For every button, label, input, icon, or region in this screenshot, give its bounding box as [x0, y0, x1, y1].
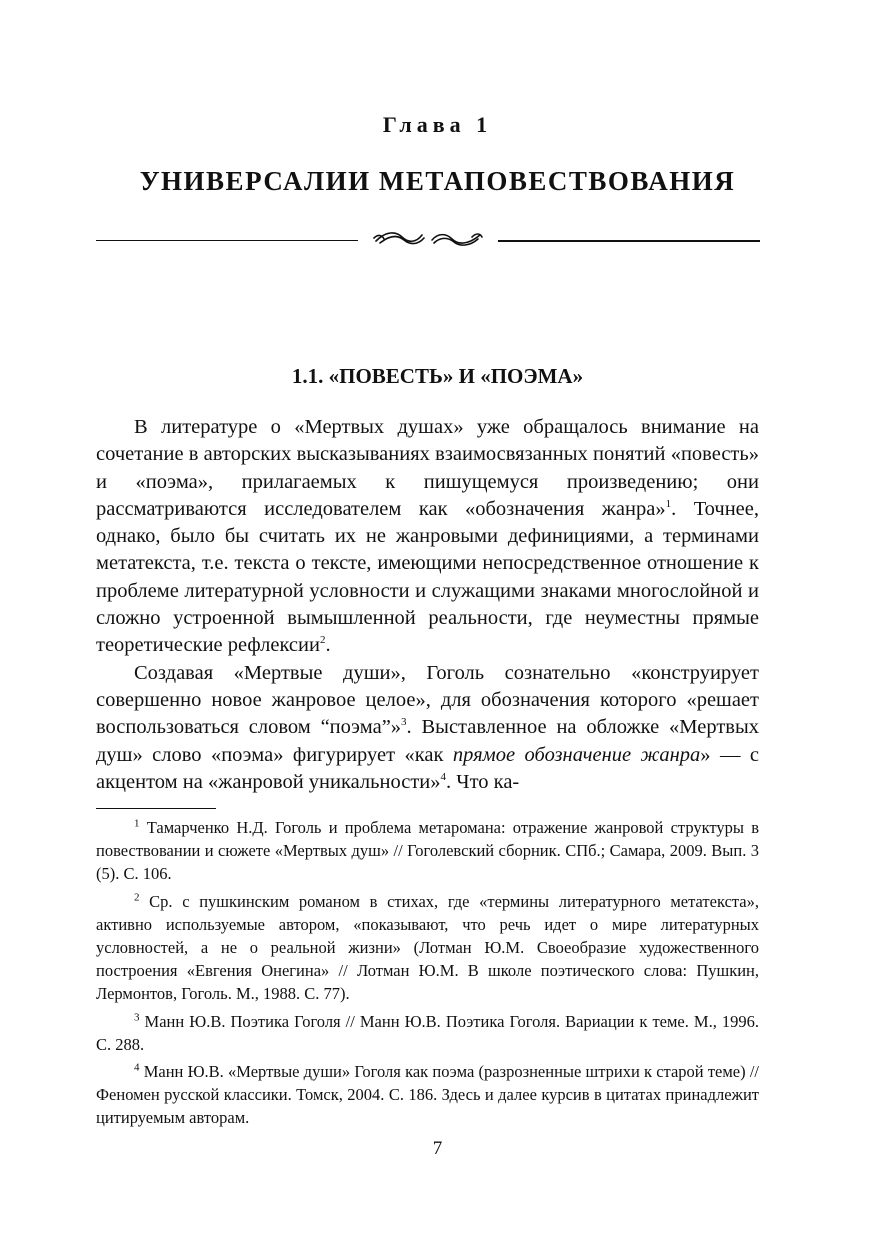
footnote: [96, 1010, 759, 1056]
italic-text: прямое обозначение жанра: [452, 743, 701, 766]
footnote: [96, 816, 759, 886]
chapter-title: УНИВЕРСАЛИИ МЕТАПОВЕСТВОВАНИЯ: [139, 166, 736, 196]
footnote-ref: 3: [401, 716, 407, 729]
chapter-label: Глава 1: [382, 112, 493, 137]
footnote-text: Тамарченко Н.Д. Гоголь и проблема метаромана: отражение жанровой структуры в повествовании и сюжете «Мертвых душ» // Гоголевский сборник. СПб.; Самара, 2009. Вып. 3 (5). С. 106.: [96, 818, 759, 884]
paragraph: [96, 414, 759, 660]
decorative-rule-right: [498, 240, 760, 242]
footnote-number: 2: [134, 891, 140, 904]
footnote-text: Манн Ю.В. «Мертвые души» Гоголя как поэма (разрозненные штрихи к старой теме) // Феномен русской классики. Томск, 2004. С. 186. Здесь и далее курсив в цитатах принадлежит цитируемым авторам.: [96, 1062, 759, 1128]
footnote-text: Ср. с пушкинским романом в стихах, где «термины литературного метатекста», активно используемые автором, «показывают, что речь идет о мире литературных условностей, а не о реальной жизни» (Лотман Ю.М. Своеобразие художественного построения «Евгения Онегина» // Лотман Ю.М. В школе поэтического слова: Пушкин, Лермонтов, Гоголь. М., 1988. С. 77).: [96, 891, 760, 1004]
paragraph-text: . Выставленное на обложке «Мертвых душ» слово «поэма» фигурирует «как: [96, 716, 759, 766]
footnote-number: 4: [134, 1061, 140, 1074]
body-text: [96, 414, 759, 796]
paragraph-text: . Что ка-: [446, 770, 520, 793]
paragraph-text: Создавая «Мертвые души», Гоголь сознательно «конструирует совершенно новое жанровое целое», для обозначения которого «решает воспользоваться словом “поэма”»: [96, 661, 759, 739]
paragraph: [96, 660, 759, 796]
footnote: [96, 890, 759, 1006]
footnote-separator: [96, 808, 216, 809]
page-number: 7: [432, 1138, 443, 1159]
paragraph-text: » — с акцентом на «жанровой уникальности»: [96, 743, 759, 793]
paragraph-text: . Точнее, однако, было бы считать их не жанровыми дефинициями, а терминами метатекста, т.е. текста о тексте, имеющими непосредственное отношение к проблеме литературной условности и служащими знаками многослойной и сложно устроенной вымышленной реальности, где неуместны прямые теоретические рефлексии: [96, 497, 759, 657]
footnote-ref: 2: [319, 634, 326, 647]
footnote-text: Манн Ю.В. Поэтика Гоголя // Манн Ю.В. Поэтика Гоголя. Вариации к теме. М., 1996. С. 288.: [96, 1011, 760, 1054]
decorative-rule-left: [96, 240, 358, 241]
paragraph-text: .: [325, 634, 331, 657]
footnote: [96, 1060, 759, 1130]
footnote-ref: 4: [440, 771, 447, 784]
footnote-ref: 1: [665, 498, 672, 511]
footnote-number: 1: [134, 817, 140, 830]
footnotes: [96, 816, 759, 1134]
section-title: 1.1. «ПОВЕСТЬ» И «ПОЭМА»: [291, 364, 584, 388]
paragraph-text: В литературе о «Мертвых душах» уже обращалось внимание на сочетание в авторских высказываниях взаимосвязанных понятий «повесть» и «поэма», прилагаемых к пишущемуся произведению; они рассматриваются исследователем как «обозначения жанра»: [96, 416, 759, 520]
flourish-ornament-icon: [372, 229, 484, 249]
footnote-number: 3: [134, 1011, 140, 1024]
